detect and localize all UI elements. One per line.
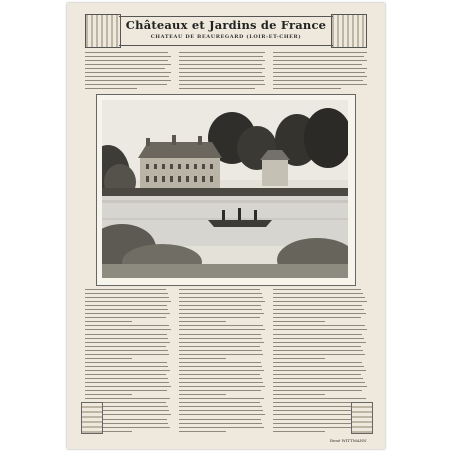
text-line — [179, 350, 262, 351]
text-line — [85, 386, 171, 387]
text-line — [273, 60, 367, 61]
text-line — [179, 64, 262, 65]
text-line — [273, 334, 362, 335]
text-line — [179, 334, 261, 335]
text-line — [179, 374, 260, 375]
text-line — [179, 52, 265, 53]
text-line — [273, 313, 366, 314]
text-line — [85, 305, 167, 306]
text-line — [179, 84, 265, 85]
text-line — [273, 76, 367, 77]
text-line — [273, 297, 365, 298]
chateau-photograph-frame — [96, 94, 356, 286]
text-column-bottom-middle — [179, 289, 265, 435]
text-line — [85, 342, 170, 343]
text-line — [85, 301, 171, 302]
text-line — [85, 346, 166, 347]
text-line — [179, 386, 265, 387]
text-line — [273, 289, 361, 290]
text-line — [85, 60, 168, 61]
text-line — [273, 342, 366, 343]
text-line — [85, 52, 168, 53]
header-rule-top — [119, 16, 333, 17]
text-line — [179, 390, 261, 391]
text-line — [85, 394, 132, 395]
text-line — [273, 309, 364, 310]
text-line — [85, 88, 137, 89]
text-line — [179, 398, 264, 399]
text-line — [179, 305, 261, 306]
text-line — [273, 84, 367, 85]
text-line — [179, 378, 262, 379]
text-line — [273, 390, 362, 391]
text-line — [179, 321, 226, 322]
text-line — [273, 382, 365, 383]
header-ornament-left — [85, 14, 121, 48]
header-ornament-right — [331, 14, 367, 48]
text-line — [179, 366, 262, 367]
text-line — [179, 329, 265, 330]
text-line — [179, 354, 263, 355]
text-line — [179, 402, 260, 403]
text-line — [85, 358, 132, 359]
text-line — [85, 382, 169, 383]
text-column-top-right — [273, 52, 367, 92]
text-line — [85, 366, 168, 367]
text-line — [179, 423, 262, 424]
text-line — [85, 350, 168, 351]
text-line — [179, 88, 255, 89]
text-line — [179, 427, 264, 428]
text-line — [179, 76, 265, 77]
text-line — [273, 370, 366, 371]
text-line — [179, 289, 260, 290]
text-line — [179, 297, 263, 298]
text-line — [273, 305, 362, 306]
text-line — [273, 378, 363, 379]
text-line — [273, 329, 367, 330]
text-line — [85, 378, 168, 379]
text-line — [85, 56, 171, 57]
text-line — [179, 370, 264, 371]
text-line — [273, 321, 325, 322]
text-line — [179, 338, 262, 339]
text-line — [179, 80, 264, 81]
text-line — [179, 362, 261, 363]
text-line — [179, 342, 264, 343]
text-line — [179, 60, 265, 61]
text-line — [273, 366, 364, 367]
text-line — [273, 394, 325, 395]
text-line — [273, 350, 363, 351]
text-line — [273, 338, 364, 339]
author-signature: René WITTMANN — [330, 438, 367, 443]
text-line — [179, 293, 262, 294]
text-line — [179, 410, 263, 411]
text-line — [179, 431, 226, 432]
text-line — [179, 382, 263, 383]
text-line — [273, 406, 363, 407]
text-line — [273, 358, 325, 359]
text-line — [273, 402, 361, 403]
text-line — [179, 309, 262, 310]
text-line — [85, 370, 170, 371]
magazine-page — [67, 3, 385, 449]
text-line — [179, 68, 265, 69]
text-line — [85, 289, 166, 290]
text-line — [273, 431, 325, 432]
text-line — [179, 346, 260, 347]
text-line — [273, 386, 367, 387]
text-line — [179, 414, 265, 415]
text-line — [273, 52, 367, 53]
text-line — [273, 354, 365, 355]
footer-ornament-left — [81, 402, 103, 434]
text-line — [85, 80, 171, 81]
text-line — [273, 374, 361, 375]
text-line — [273, 56, 364, 57]
text-line — [85, 309, 168, 310]
text-line — [85, 76, 169, 77]
text-line — [85, 362, 167, 363]
text-line — [179, 406, 262, 407]
text-line — [179, 394, 226, 395]
text-line — [85, 313, 170, 314]
text-line — [179, 301, 265, 302]
text-line — [85, 390, 167, 391]
text-line — [85, 398, 170, 399]
text-line — [273, 68, 367, 69]
text-line — [85, 354, 169, 355]
text-line — [85, 293, 168, 294]
text-line — [273, 317, 361, 318]
footer-ornament-right — [351, 402, 373, 434]
text-line — [85, 317, 166, 318]
text-line — [85, 334, 167, 335]
text-line — [85, 72, 171, 73]
text-line — [273, 325, 365, 326]
text-line — [85, 329, 171, 330]
text-line — [273, 293, 363, 294]
text-column-top-left — [85, 52, 171, 92]
text-line — [273, 88, 341, 89]
text-line — [85, 325, 169, 326]
text-line — [273, 419, 362, 420]
text-line — [179, 313, 264, 314]
text-line — [179, 419, 261, 420]
text-line — [179, 325, 263, 326]
text-line — [179, 358, 226, 359]
text-line — [85, 321, 132, 322]
header-rule-bottom — [119, 45, 333, 46]
text-line — [85, 68, 165, 69]
text-line — [273, 398, 366, 399]
text-line — [273, 301, 367, 302]
text-line — [273, 80, 363, 81]
text-line — [85, 338, 168, 339]
page-subtitle: CHATEAU DE BEAUREGARD (LOIR-ET-CHER) — [150, 34, 302, 40]
text-column-top-middle — [179, 52, 265, 92]
text-line — [273, 64, 362, 65]
header-frame — [85, 12, 367, 50]
text-line — [85, 64, 171, 65]
page-title: Châteaux et Jardins de France — [125, 18, 327, 32]
text-line — [273, 346, 361, 347]
text-line — [85, 297, 169, 298]
text-line — [273, 72, 365, 73]
text-line — [273, 362, 362, 363]
text-line — [179, 56, 263, 57]
text-line — [85, 374, 166, 375]
text-line — [85, 84, 167, 85]
text-line — [179, 72, 262, 73]
chateau-photograph — [102, 100, 348, 278]
text-line — [179, 317, 260, 318]
